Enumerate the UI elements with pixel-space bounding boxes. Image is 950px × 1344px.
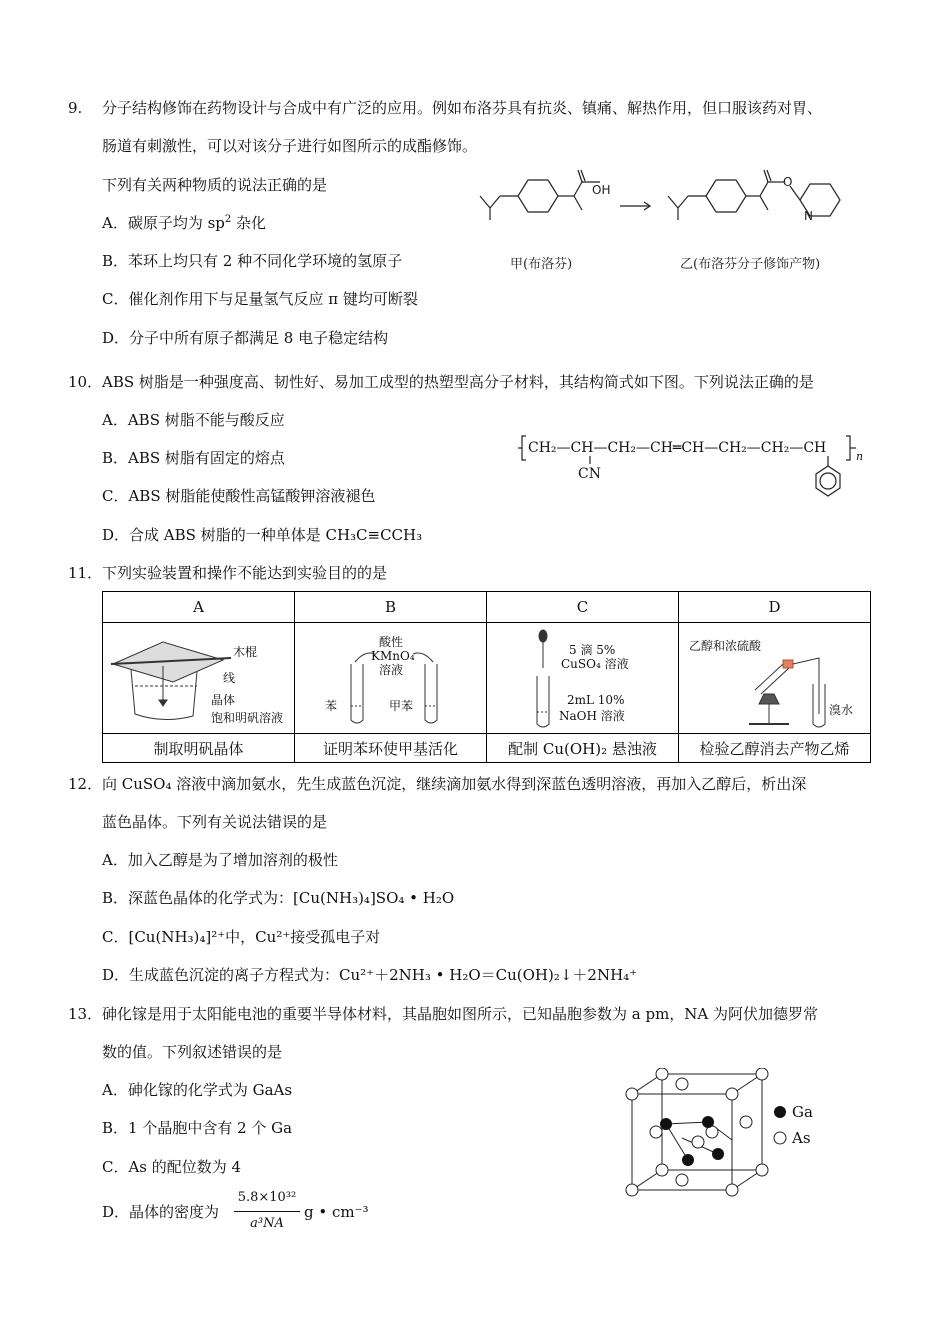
q9-oh-label: OH	[592, 183, 611, 197]
q11-number: 11．	[68, 564, 103, 582]
q11-c-diagram	[487, 624, 677, 732]
q9-stem-line2: 肠道有刺激性，可以对该分子进行如图所示的成酯修饰。	[102, 137, 478, 155]
q13-ga-atom	[660, 1118, 672, 1130]
q9-structure-diagram	[470, 168, 870, 278]
q11-header-c: C	[487, 592, 679, 623]
q11-caption-b: 证明苯环使甲基活化	[295, 734, 487, 763]
q12-option-c[interactable]: C．[Cu(NH₃)₄]²⁺中，Cu²⁺接受孤电子对	[102, 928, 381, 946]
q13-option-d-text: D．晶体的密度为	[102, 1203, 220, 1221]
q11-c-label-cuso4: CuSO₄ 溶液	[561, 657, 629, 671]
q9-option-b[interactable]: B．苯环上均只有 2 种不同化学环境的氢原子	[102, 252, 403, 270]
q11-b-diagram	[295, 624, 485, 732]
q11-d-diagram	[679, 624, 869, 732]
q10-option-d[interactable]: D．合成 ABS 树脂的一种单体是 CH₃C≡CCH₃	[102, 526, 423, 544]
q13-ga-atom	[682, 1154, 694, 1166]
q12-stem-line2: 蓝色晶体。下列有关说法错误的是	[102, 813, 328, 831]
q9-option-c[interactable]: C．催化剂作用下与足量氢气反应 π 键均可断裂	[102, 290, 418, 308]
q13-option-a[interactable]: A．砷化镓的化学式为 GaAs	[102, 1081, 293, 1099]
q9-n-atom: N	[804, 209, 813, 223]
q13-legend-as-dot	[774, 1132, 786, 1144]
q9-label-jia: 甲(布洛芬)	[510, 257, 573, 272]
q13-ga-atom	[702, 1116, 714, 1128]
q11-caption-d: 检验乙醇消去产物乙烯	[679, 734, 871, 763]
q11-a-diagram	[103, 624, 293, 732]
q10-stem: ABS 树脂是一种强度高、韧性好、易加工成型的热塑型高分子材料，其结构简式如下图。下列说法正确的是	[102, 373, 814, 391]
q11-apparatus-d	[679, 623, 871, 734]
q12-option-d[interactable]: D．生成蓝色沉淀的离子方程式为：Cu²⁺＋2NH₃ • H₂O＝Cu(OH)₂↓＋2NH₄⁺	[102, 966, 638, 984]
q11-header-b: B	[295, 592, 487, 623]
q11-caption-a: 制取明矾晶体	[103, 734, 295, 763]
q10-cn-group: CN	[578, 466, 601, 482]
q10-number: 10．	[68, 373, 103, 391]
q11-apparatus-c	[487, 623, 679, 734]
q13-density-unit: g • cm⁻³	[304, 1203, 369, 1221]
q13-crystal-cell	[620, 1068, 840, 1198]
q9-option-a-tail: 杂化	[231, 214, 267, 232]
q13-stem-line1: 砷化镓是用于太阳能电池的重要半导体材料，其晶胞如图所示，已知晶胞参数为 a pm，NA 为阿伏加德罗常	[102, 1005, 819, 1023]
q11-a-label-stick: 木棍	[233, 645, 258, 659]
q13-fraction-bar	[234, 1211, 300, 1212]
q12-option-b[interactable]: B．深蓝色晶体的化学式为：[Cu(NH₃)₄]SO₄ • H₂O	[102, 889, 455, 907]
q9-option-d[interactable]: D．分子中所有原子都满足 8 电子稳定结构	[102, 329, 389, 347]
q10-option-c[interactable]: C．ABS 树脂能使酸性高锰酸钾溶液褪色	[102, 487, 376, 505]
q13-density-denominator: a³NA	[250, 1216, 284, 1231]
q10-n-subscript: n	[856, 450, 864, 463]
q9-option-a-text: A．碳原子均为 sp	[102, 214, 225, 232]
q11-c-label-volume: 2mL 10%	[567, 693, 625, 707]
q11-header-d: D	[679, 592, 871, 623]
q13-density-numerator: 5.8×10³²	[237, 1190, 297, 1205]
q13-legend-ga-dot	[774, 1106, 786, 1118]
q9-label-yi: 乙(布洛芬分子修饰产物)	[680, 257, 821, 272]
q10-formula-text: CH₂—CH—CH₂—CH═CH—CH₂—CH₂—CH	[528, 440, 827, 456]
q9-prompt: 下列有关两种物质的说法正确的是	[102, 176, 328, 194]
q13-stem-line2: 数的值。下列叙述错误的是	[102, 1043, 283, 1061]
q11-b-label-kmno4: KMnO₄	[371, 649, 415, 663]
q11-d-label-reagents: 乙醇和浓硫酸	[689, 639, 762, 653]
q12-option-a[interactable]: A．加入乙醇是为了增加溶剂的极性	[102, 851, 338, 869]
q10-option-b[interactable]: B．ABS 树脂有固定的熔点	[102, 449, 285, 467]
q11-c-label-drops: 5 滴 5%	[569, 643, 616, 657]
q11-apparatus-b	[295, 623, 487, 734]
q13-ga-atom	[712, 1148, 724, 1160]
q11-stem: 下列实验装置和操作不能达到实验目的的是	[102, 564, 388, 582]
q9-number: 9.	[68, 99, 83, 117]
q11-header-a: A	[103, 592, 295, 623]
q11-a-label-thread: 线	[223, 671, 236, 685]
q11-b-label-acidic: 酸性	[379, 635, 404, 649]
q13-option-c[interactable]: C．As 的配位数为 4	[102, 1158, 242, 1176]
q13-legend-ga: Ga	[792, 1103, 813, 1121]
q13-number: 13．	[68, 1005, 103, 1023]
q11-b-label-toluene: 甲苯	[389, 699, 414, 713]
q11-a-label-solution: 饱和明矾溶液	[211, 711, 284, 725]
q13-legend-as: As	[792, 1129, 811, 1147]
q10-abs-structure	[518, 426, 878, 506]
q9-option-a-sup: 2	[224, 214, 232, 225]
q11-c-label-naoh: NaOH 溶液	[559, 709, 625, 723]
q13-option-d[interactable]	[102, 1202, 219, 1222]
q13-option-b[interactable]: B．1 个晶胞中含有 2 个 Ga	[102, 1119, 293, 1137]
q10-option-a[interactable]: A．ABS 树脂不能与酸反应	[102, 411, 285, 429]
q12-stem-line1: 向 CuSO₄ 溶液中滴加氨水，先生成蓝色沉淀，继续滴加氨水得到深蓝色透明溶液，再加入乙醇后，析出深	[102, 775, 807, 793]
q9-option-a[interactable]	[102, 213, 266, 233]
q9-o-atom: O	[783, 175, 793, 189]
q11-b-label-benzene: 苯	[325, 699, 338, 713]
q9-stem-line1: 分子结构修饰在药物设计与合成中有广泛的应用。例如布洛芬具有抗炎、镇痛、解热作用，但口服该药对胃、	[102, 99, 823, 117]
q11-experiment-table	[102, 591, 871, 763]
q11-d-label-bromine: 溴水	[829, 703, 854, 717]
q11-b-label-solution: 溶液	[379, 663, 404, 677]
q11-a-label-crystal: 晶体	[211, 693, 236, 707]
q11-apparatus-a	[103, 623, 295, 734]
q11-caption-c: 配制 Cu(OH)₂ 悬浊液	[487, 734, 679, 763]
q12-number: 12．	[68, 775, 103, 793]
